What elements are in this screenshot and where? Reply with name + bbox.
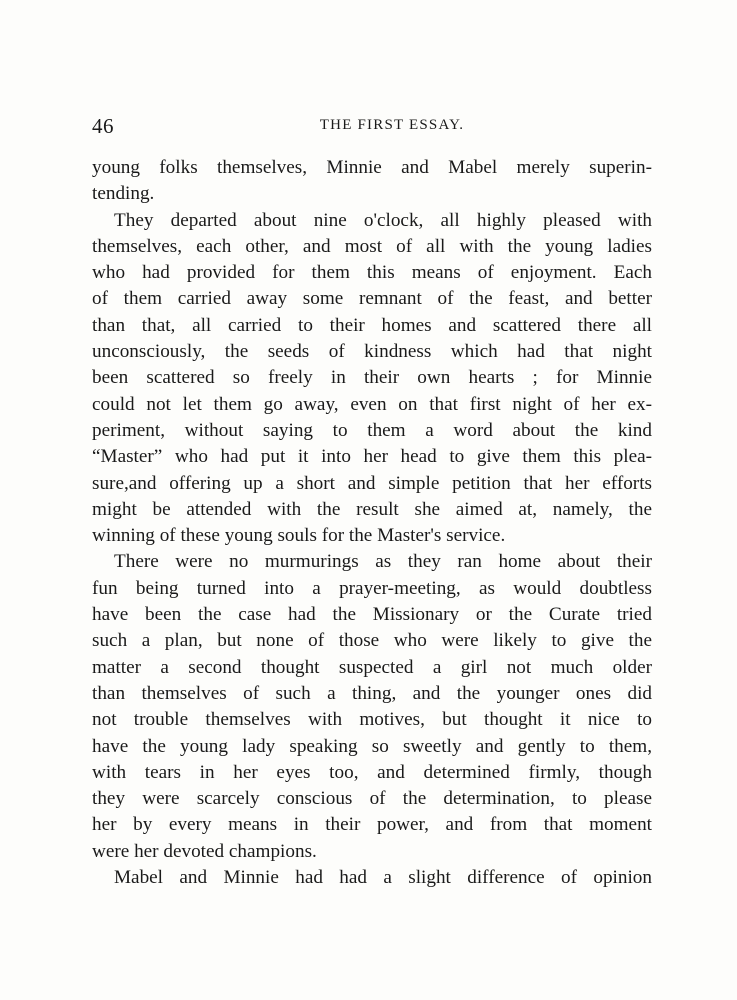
text-line: fun being turned into a prayer-meeting, as would doubtless — [92, 577, 652, 599]
text-line: who had provided for them this means of enjoyment. Each — [92, 262, 652, 284]
text-line: matter a second thought suspected a girl not much older — [92, 656, 652, 678]
text-line: been scattered so freely in their own hearts ; for Minnie — [92, 367, 652, 389]
paragraph-first-line: There were no murmurings as they ran home about their — [114, 551, 652, 573]
text-line: themselves, each other, and most of all with the young ladies — [92, 235, 652, 257]
text-line: were her devoted champions. — [92, 840, 317, 862]
text-line: “Master” who had put it into her head to give them this plea- — [92, 446, 652, 468]
text-line: such a plan, but none of those who were likely to give the — [92, 630, 652, 652]
text-line: might be attended with the result she aimed at, namely, the — [92, 498, 652, 520]
text-line: tending. — [92, 183, 155, 205]
text-line: unconsciously, the seeds of kindness which had that night — [92, 341, 652, 363]
text-line: periment, without saying to them a word about the kind — [92, 419, 652, 441]
text-line: of them carried away some remnant of the feast, and better — [92, 288, 652, 310]
text-line: than that, all carried to their homes and scattered there all — [92, 314, 652, 336]
body-text — [92, 155, 652, 891]
text-line: have the young lady speaking so sweetly and gently to them, — [92, 735, 652, 757]
text-line: winning of these young souls for the Master's service. — [92, 525, 506, 547]
text-line: not trouble themselves with motives, but thought it nice to — [92, 709, 652, 731]
paragraph-first-line: Mabel and Minnie had had a slight difference of opinion — [114, 867, 652, 889]
text-line: could not let them go away, even on that first night of her ex- — [92, 393, 652, 415]
text-line: her by every means in their power, and from that moment — [92, 814, 652, 836]
text-line: with tears in her eyes too, and determined firmly, though — [92, 761, 652, 783]
text-line: young folks themselves, Minnie and Mabel merely superin- — [92, 157, 652, 178]
text-line: have been the case had the Missionary or the Curate tried — [92, 604, 652, 626]
running-title: THE FIRST ESSAY. — [319, 117, 465, 133]
text-line: sure,and offering up a short and simple petition that her efforts — [92, 472, 652, 494]
text-line: than themselves of such a thing, and the younger ones did — [92, 682, 652, 704]
text-line: they were scarcely conscious of the determination, to please — [92, 788, 652, 810]
page-number: 46 — [92, 114, 114, 138]
paragraph-first-line: They departed about nine o'clock, all highly pleased with — [114, 209, 652, 231]
running-head — [92, 114, 652, 142]
